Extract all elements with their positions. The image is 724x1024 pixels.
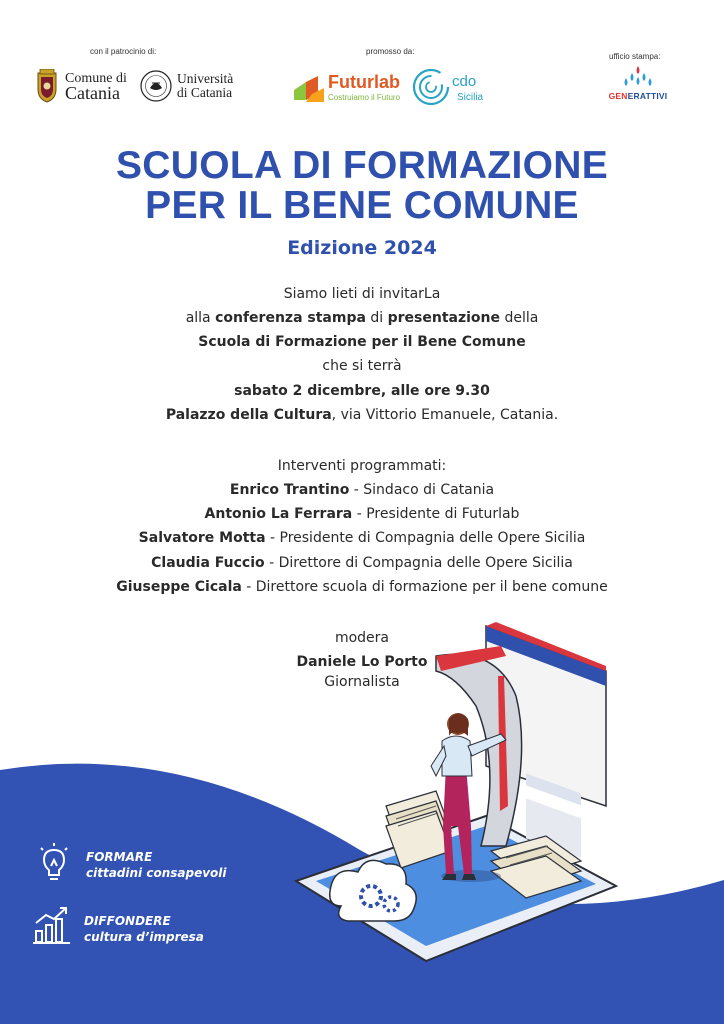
generattivi-drops-icon [606, 64, 670, 90]
invite-line-4: che si terrà [322, 358, 402, 374]
main-title [0, 146, 724, 226]
unict-line1: Università [177, 71, 234, 86]
invite-venue: Palazzo della Cultura, via Vittorio Emanuele, Catania. [165, 407, 559, 423]
cdo-spiral-icon [412, 68, 450, 106]
title-line1: SCUOLA DI FORMAZIONE [115, 144, 609, 187]
unict-seal-icon [140, 70, 172, 102]
education-illustration [286, 616, 626, 976]
moderator-label: modera [334, 630, 390, 646]
futurlab-mark-icon [292, 72, 326, 104]
cdo-sicilia-logo [412, 67, 492, 107]
press-office-label: ufficio stampa: [609, 52, 661, 61]
speaker-item: Salvatore Motta - Presidente di Compagnia delle Opere Sicilia [138, 530, 586, 546]
speaker-item: Claudia Fuccio - Direttore di Compagnia delle Opere Sicilia [151, 555, 573, 571]
comune-line1: Comune di [65, 71, 127, 86]
futurlab-name: Futurlab [328, 72, 400, 92]
invite-date: sabato 2 dicembre, alle ore 9.30 [234, 383, 490, 399]
feature-formare: FORMARE cittadini consapevoli [86, 850, 227, 880]
speaker-item: Giuseppe Cicala - Direttore scuola di formazione per il bene comune [116, 579, 608, 595]
speakers-heading: Interventi programmati: [277, 458, 447, 474]
comune-line2: Catania [65, 83, 120, 103]
unict-line2: di Catania [177, 85, 233, 100]
edition-subtitle: Edizione 2024 [287, 237, 437, 259]
invite-line-3: Scuola di Formazione per il Bene Comune [198, 334, 526, 350]
speaker-item: Enrico Trantino - Sindaco di Catania [229, 482, 495, 498]
promoted-label: promosso da: [366, 47, 415, 56]
invite-line-2: alla conferenza stampa di presentazione della [185, 310, 539, 326]
growth-chart-icon [32, 905, 72, 945]
invite-line-1: Siamo lieti di invitarLa [283, 286, 441, 302]
catania-crest-icon [35, 69, 59, 103]
comune-catania-logo [35, 66, 145, 106]
feature-diffondere: DIFFONDERE cultura d’impresa [84, 914, 204, 944]
unict-logo [140, 66, 250, 106]
generattivi-name: GENERATTIVI [608, 91, 668, 101]
cdo-region: Sicilia [457, 92, 484, 103]
lightbulb-icon [38, 842, 70, 884]
patronage-label: con il patrocinio di: [90, 47, 157, 56]
speaker-item: Antonio La Ferrara - Presidente di Futurlab [204, 506, 520, 522]
moderator-name: Daniele Lo Porto [296, 654, 428, 670]
title-line2: PER IL BENE COMUNE [145, 184, 579, 227]
moderator-role: Giornalista [324, 674, 400, 690]
futurlab-logo [292, 72, 402, 108]
generattivi-logo [606, 64, 674, 110]
futurlab-tagline: Costruiamo il Futuro [328, 93, 401, 102]
cdo-name: cdo [452, 73, 477, 90]
